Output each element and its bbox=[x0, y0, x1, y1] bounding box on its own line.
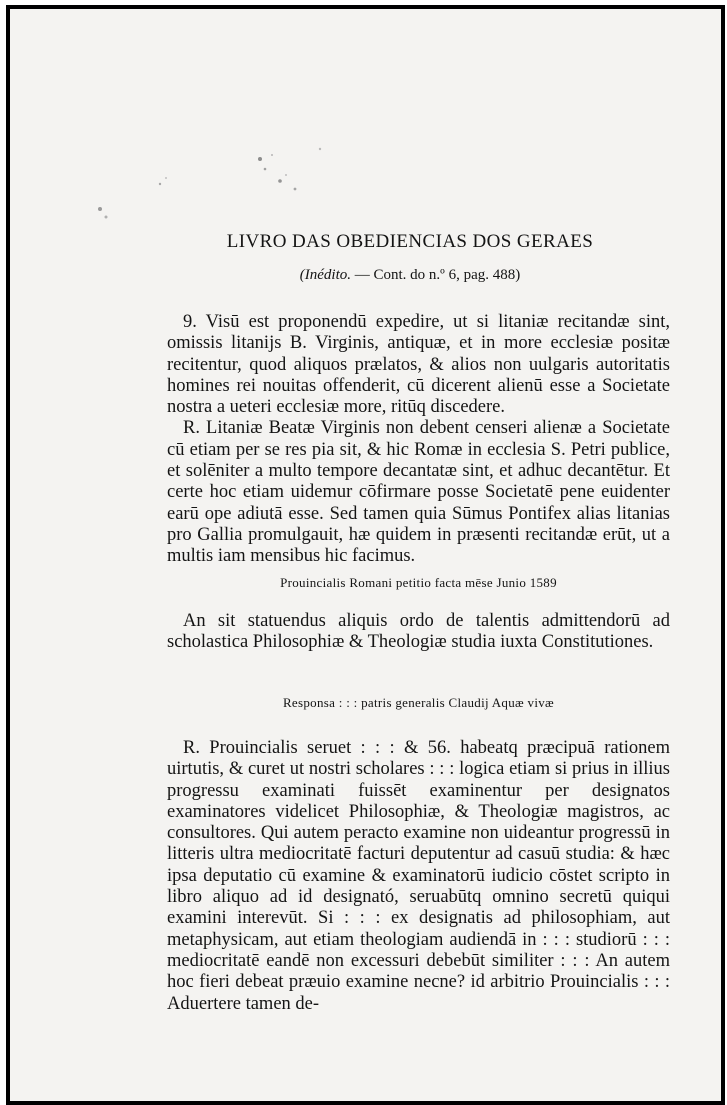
body-block-1 bbox=[167, 312, 670, 568]
paragraph-question: An sit statuendus aliquis ordo de talentis admittendorū ad scholastica Philosophiæ & Theologiæ studia iuxta Constitutiones. bbox=[167, 611, 670, 653]
paragraph-response-1: R. Litaniæ Beatæ Virginis non debent censeri alienæ a Societate cū etiam per se res pia sit, & hic Romæ in ecclesia S. Petri publice, et solēniter a multo tempore decantatæ sint, et adhuc decantētur. Et certe hoc etiam uidemur cōfirmare posse Societatē pene euidenter earū ope adiutā esse. Sed tamen quia Sūmus Pontifex alias litanias pro Gallia promulgauit, hæ quidem in præsenti recitandæ erūt, ut a multis iam mensibus hic facimus. bbox=[167, 418, 670, 567]
paragraph-9: 9. Visū est proponendū expedire, ut si litaniæ recitandæ sint, omissis litanijs B. Virginis, antiquæ, et in more ecclesiæ positæ recitentur, quod aliquos prælatos, & alios non uulgaris autoritatis homines rei nouitas offenderit, cū dicerent alienū esse a Societate nostra a ueteri ecclesiæ more, ritūq discedere. bbox=[167, 312, 670, 418]
body-block-3 bbox=[167, 738, 670, 1015]
section-heading-petitio: Prouincialis Romani petitio facta mēse Junio 1589 bbox=[280, 575, 557, 590]
body-block-2 bbox=[167, 611, 670, 654]
section-heading-responsa: Responsa : : : patris generalis Claudij Aquæ vivæ bbox=[282, 695, 555, 710]
document-subtitle bbox=[190, 267, 630, 284]
scan-specks-decoration bbox=[90, 129, 350, 239]
subtitle-inedito: (Inédito. bbox=[299, 267, 351, 283]
paragraph-response-2: R. Prouincialis seruet : : : & 56. habeatq præcipuā rationem uirtutis, & curet ut nostri scholares : : : logica etiam si prius in illius progressu examinati fuissēt examinentur per designatos examinatores videlicet Philosophiæ, & Theologiæ magistros, ac consultores. Qui autem peracto examine non uideantur progressū in litteris ultra mediocritatē facturi deputentur ad casuū studia: & hæc ipsa deputatio cū examine & examinatorū iudicio cōstet scripto in libro aliquo ad id designató, seruabūtq omnino secretū quiqui examini interevūt. Si : : : ex designatis ad philosophiam, aut metaphysicam, aut etiam theologiam audiendā in : : : studiorū : : : mediocritatē eandē non excessuri debebūt similiter : : : An autem hoc fieri debeat præuio examine necne? id arbitrio Prouincialis : : : Aduertere tamen de- bbox=[167, 738, 670, 1014]
page-frame bbox=[6, 5, 725, 1105]
subtitle-continuation: — Cont. do n.º 6, pag. 488) bbox=[351, 267, 521, 283]
document-title: LIVRO DAS OBEDIENCIAS DOS GERAES bbox=[226, 231, 594, 252]
